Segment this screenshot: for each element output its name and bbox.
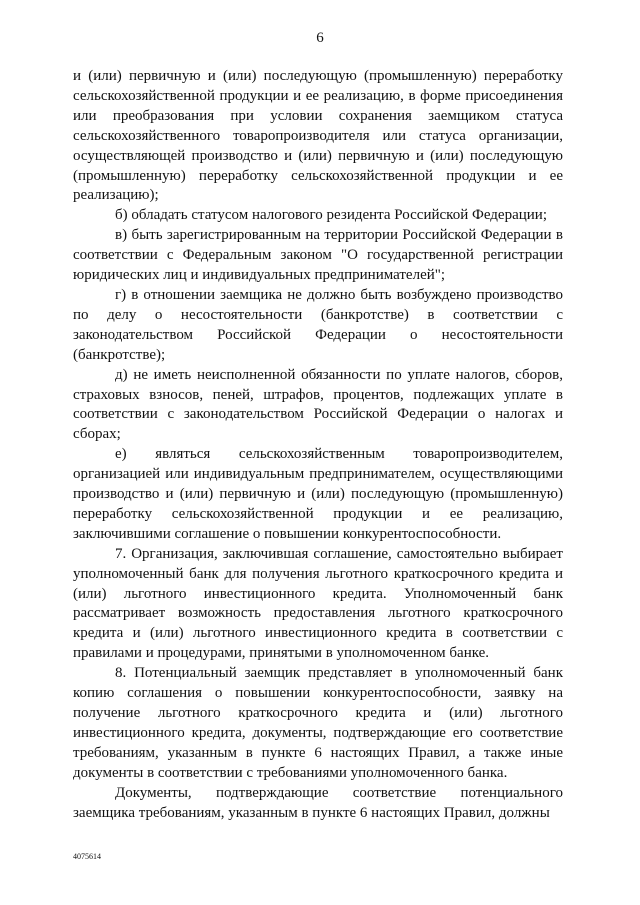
page-number: 6: [316, 30, 324, 46]
paragraph: 8. Потенциальный заемщик представляет в уполномоченный банк копию соглашения о повышении конкурентоспособности, заявку на получение льготного краткосрочного кредита и (или) льготного инвестиционного кредита, документы, подтверждающие его соответствие требованиям, указанным в пункте 6 настоящих Правил, а также иные документы в соответствии с требованиями уполномоченного банка.: [73, 665, 563, 781]
paragraph: г) в отношении заемщика не должно быть возбуждено производство по делу о несостоятельности (банкротстве) в соответствии с законодательством Российской Федерации о несостоятельности (банкротстве);: [73, 286, 563, 363]
document-code: 4075614: [73, 852, 101, 861]
paragraph: е) являться сельскохозяйственным товаропроизводителем, организацией или индивидуальным предпринимателем, осуществляющими производство и (или) первичную и (или) последующую (промышленную) переработку сельскохозяйственной продукции и ее реализацию, заключившими соглашение о повышении конкурентоспособности.: [73, 446, 563, 542]
paragraph: 7. Организация, заключившая соглашение, самостоятельно выбирает уполномоченный банк для получения льготного краткосрочного кредита и (или) льготного инвестиционного кредита. Уполномоченный банк рассматривает возможность предоставления льготного краткосрочного кредита и (или) льготного инвестиционного кредита в соответствии с правилами и процедурами, принятыми в уполномоченном банке.: [73, 545, 563, 662]
paragraph: и (или) первичную и (или) последующую (промышленную) переработку сельскохозяйственной продукции и ее реализацию, в форме присоединения или преобразования при условии сохранения заемщиком статуса сельскохозяйственного товаропроизводителя или статуса организации, осуществляющей производство и (или) первичную и (или) последующую (промышленную) переработку сельскохозяйственной продукции и ее реализацию);: [73, 68, 563, 204]
paragraph: в) быть зарегистрированным на территории Российской Федерации в соответствии с Федеральным законом "О государственной регистрации юридических лиц и индивидуальных предпринимателей";: [73, 227, 563, 284]
paragraph: Документы, подтверждающие соответствие потенциального заемщика требованиям, указанным в пункте 6 настоящих Правил, должны: [73, 784, 563, 821]
paragraph: б) обладать статусом налогового резидента Российской Федерации;: [115, 207, 547, 224]
document-body: [73, 67, 563, 823]
paragraph: д) не иметь неисполненной обязанности по уплате налогов, сборов, страховых взносов, пеней, штрафов, процентов, подлежащих уплате в соответствии с законодательством Российской Федерации о налогах и сборах;: [73, 366, 563, 443]
